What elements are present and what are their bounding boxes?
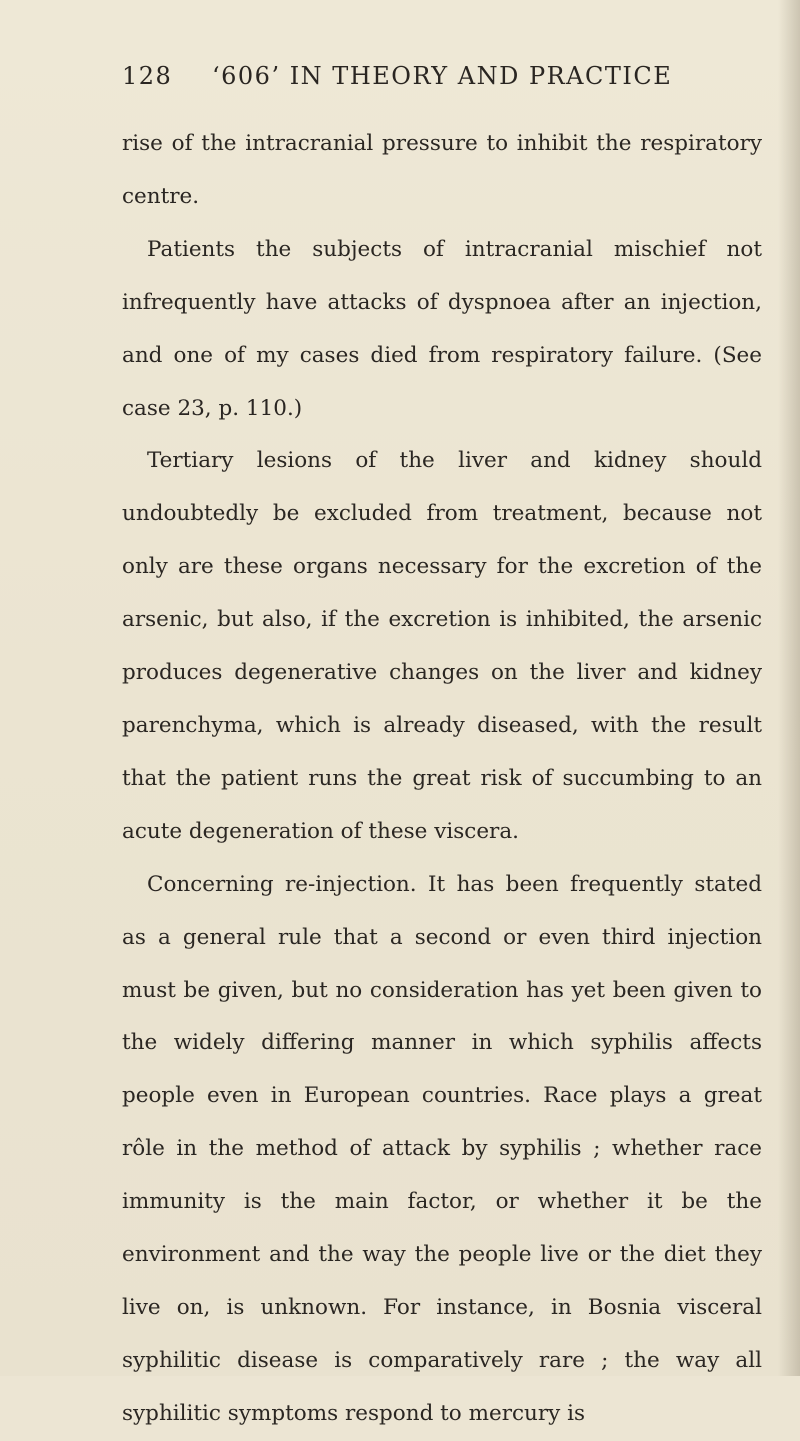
- paragraph-dyspnoea: Patients the subjects of intracranial mischief not infrequently have attacks of dyspnoea after an injection, and one of my cases died from respiratory failure. (See case 23, p. 110.): [122, 236, 762, 421]
- body-text: [122, 118, 762, 1441]
- page-number: 128: [122, 62, 173, 90]
- paragraph-continuation: rise of the intracranial pressure to inhibit the respiratory centre.: [122, 131, 762, 209]
- paragraph-tertiary-lesions: Tertiary lesions of the liver and kidney should undoubtedly be excluded from treatment, because not only are these organs necessary for the excretion of the arsenic, but also, if the excretion is inhibited, the arsenic produces degenerative changes on the liver and kidney parenchyma, which is already diseased, with the result that the patient runs the great risk of succumbing to an acute degeneration of these viscera.: [122, 448, 762, 844]
- running-title: ‘606’ IN THEORY AND PRACTICE: [212, 62, 673, 90]
- page-header: [122, 62, 682, 98]
- paragraph-re-injection: Concerning re-injection. It has been frequently stated as a general rule that a second or even third injection must be given, but no consideration has yet been given to the widely differing manner in which syphilis affects people even in European countries. Race plays a great rôle in the method of attack by syphilis ; whether race immunity is the main factor, or whether it be the environment and the way the people live or the diet they live on, is unknown. For instance, in Bosnia visceral syphilitic disease is comparatively rare ; the way all syphilitic symptoms respond to mercury is: [122, 871, 762, 1426]
